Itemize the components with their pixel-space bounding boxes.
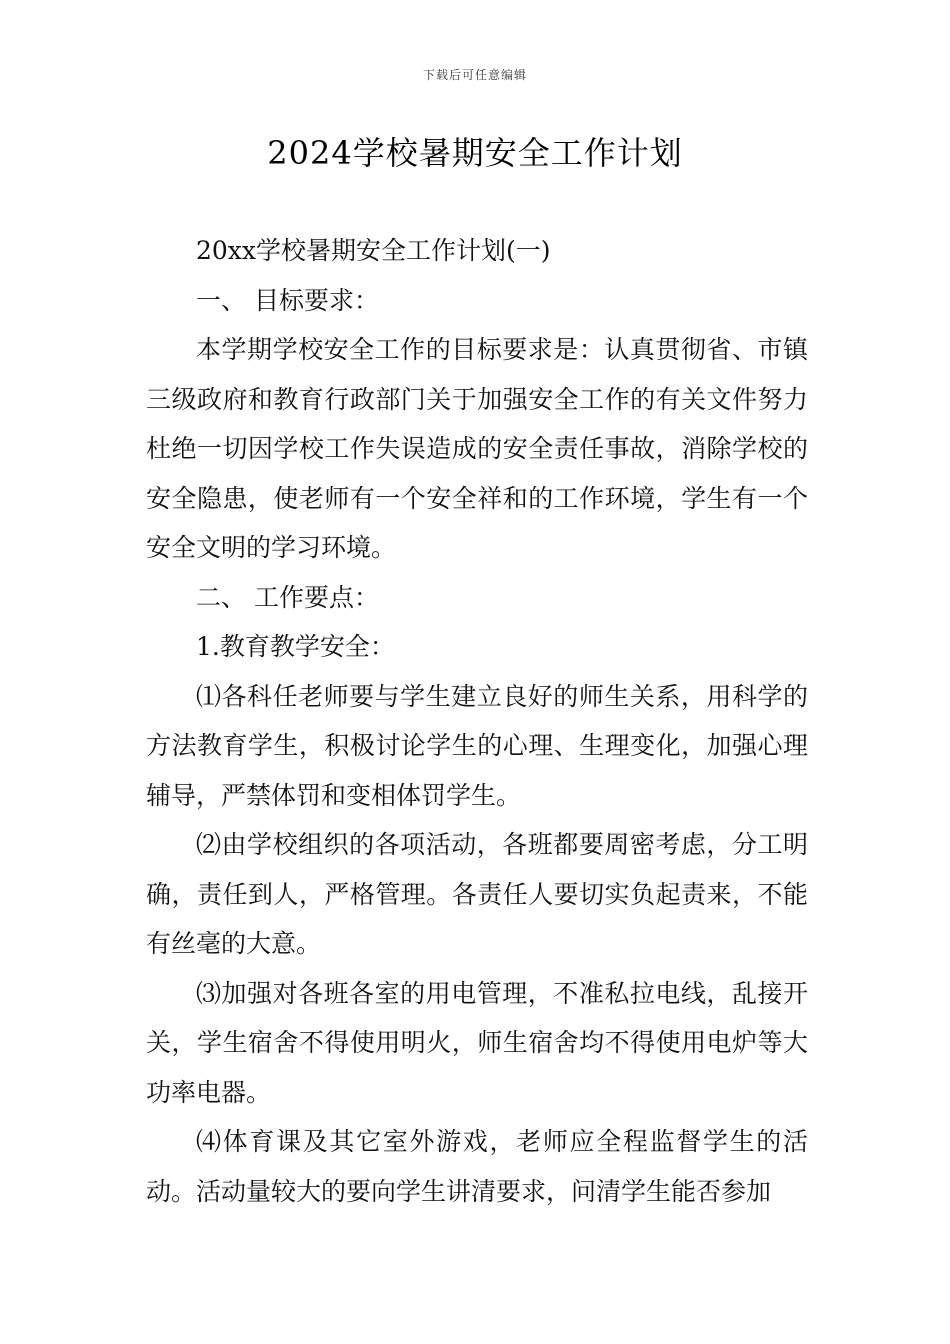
subheading-key-points: 二、 工作要点：: [196, 582, 379, 612]
page-header-note: 下载后可任意编辑: [422, 68, 527, 82]
paragraph-item-1: ⑴各科任老师要与学生建立良好的师生关系，用科学的方法教育学生，积极讨论学生的心理、生理变化，加强心理辅导，严禁体罚和变相体罚学生。: [146, 681, 808, 810]
paragraph-item-4: ⑷体育课及其它室外游戏，老师应全程监督学生的活动。活动量较大的要向学生讲清要求，问清学生能否参加: [146, 1127, 808, 1206]
section-heading: 20xx学校暑期安全工作计划(一): [196, 236, 551, 265]
paragraph-item-2: ⑵由学校组织的各项活动，各班都要周密考虑，分工明确，责任到人，严格管理。各责任人要切实负起责来，不能有丝毫的大意。: [146, 830, 808, 958]
document-title: 2024学校暑期安全工作计划: [267, 134, 683, 172]
subheading-teaching-safety: 1.教育教学安全：: [196, 632, 395, 661]
paragraph-item-3: ⑶加强对各班各室的用电管理，不准私拉电线，乱接开关，学生宿舍不得使用明火，师生宿舍均不得使用电炉等大功率电器。: [146, 978, 808, 1107]
document-body: [146, 226, 808, 1216]
subheading-goals: 一、 目标要求：: [196, 285, 379, 315]
paragraph-goals: 本学期学校安全工作的目标要求是：认真贯彻省、市镇三级政府和教育行政部门关于加强安全工作的有关文件努力杜绝一切因学校工作失误造成的安全责任事故，消除学校的安全隐患，使老师有一个安全祥和的工作环境，学生有一个安全文明的学习环境。: [146, 335, 808, 562]
